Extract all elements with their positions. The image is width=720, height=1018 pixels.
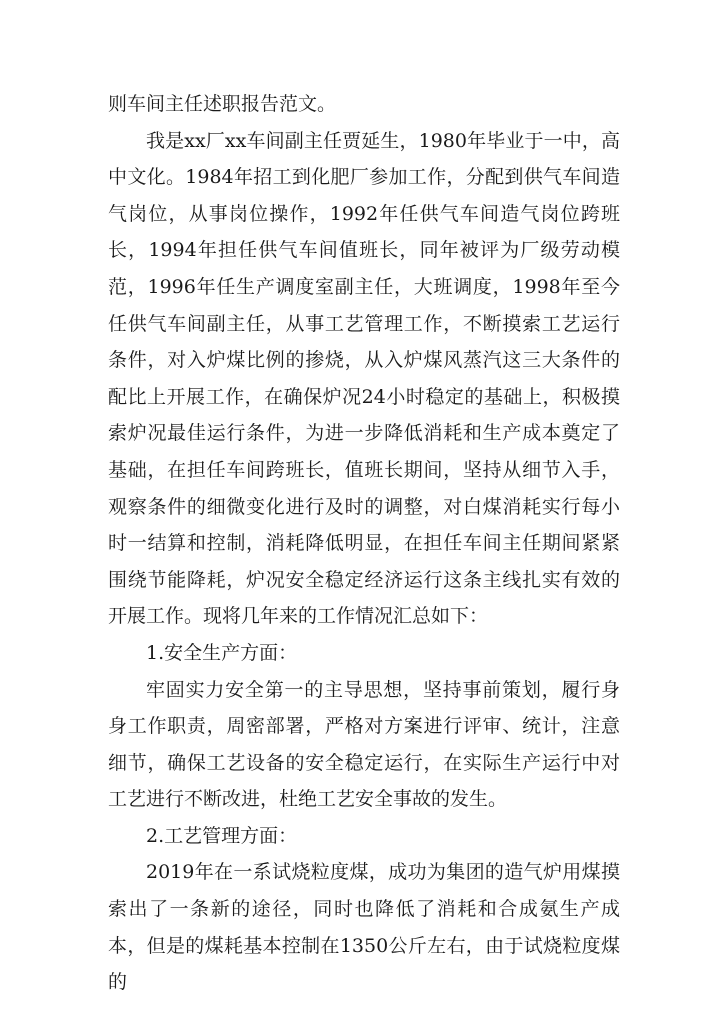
document-body (108, 86, 620, 1001)
process-paragraph: 2019年在一系试烧粒度煤，成功为集团的造气炉用煤摸索出了一条新的途径，同时也降低了消耗和合成氨生产成本，但是的煤耗基本控制在1350公斤左右，由于试烧粒度煤的 (108, 861, 620, 994)
opening-line: 则车间主任述职报告范文。 (108, 93, 337, 115)
intro-paragraph: 我是xx厂xx车间副主任贾延生，1980年毕业于一中，高中文化。1984年招工到化肥厂参加工作，分配到供气车间造气岗位，从事岗位操作，1992年任供气车间造气岗位跨班长，1994年担任供气车间值班长，同年被评为厂级劳动模范，1996年任生产调度室副主任，大班调度，1998年至今任供气车间副主任，从事工艺管理工作，不断摸索工艺运行条件，对入炉煤比例的掺烧，从入炉煤风蒸汽这三大条件的配比上开展工作，在确保炉况24小时稳定的基础上，积极摸索炉况最佳运行条件，为进一步降低消耗和生产成本奠定了基础，在担任车间跨班长，值班长期间，坚持从细节入手，观察条件的细微变化进行及时的调整，对白煤消耗实行每小时一结算和控制，消耗降低明显，在担任车间主任期间紧紧围绕节能降耗，炉况安全稳定经济运行这条主线扎实有效的开展工作。现将几年来的工作情况汇总如下： (108, 129, 620, 628)
section-heading-safety: 1.安全生产方面： (146, 641, 298, 664)
safety-paragraph: 牢固实力安全第一的主导思想，坚持事前策划，履行身身工作职责，周密部署，严格对方案进行评审、统计，注意细节，确保工艺设备的安全稳定运行，在实际生产运行中对工艺进行不断改进，杜绝工艺安全事故的发生。 (108, 678, 620, 811)
section-heading-process: 2.工艺管理方面： (146, 824, 298, 847)
